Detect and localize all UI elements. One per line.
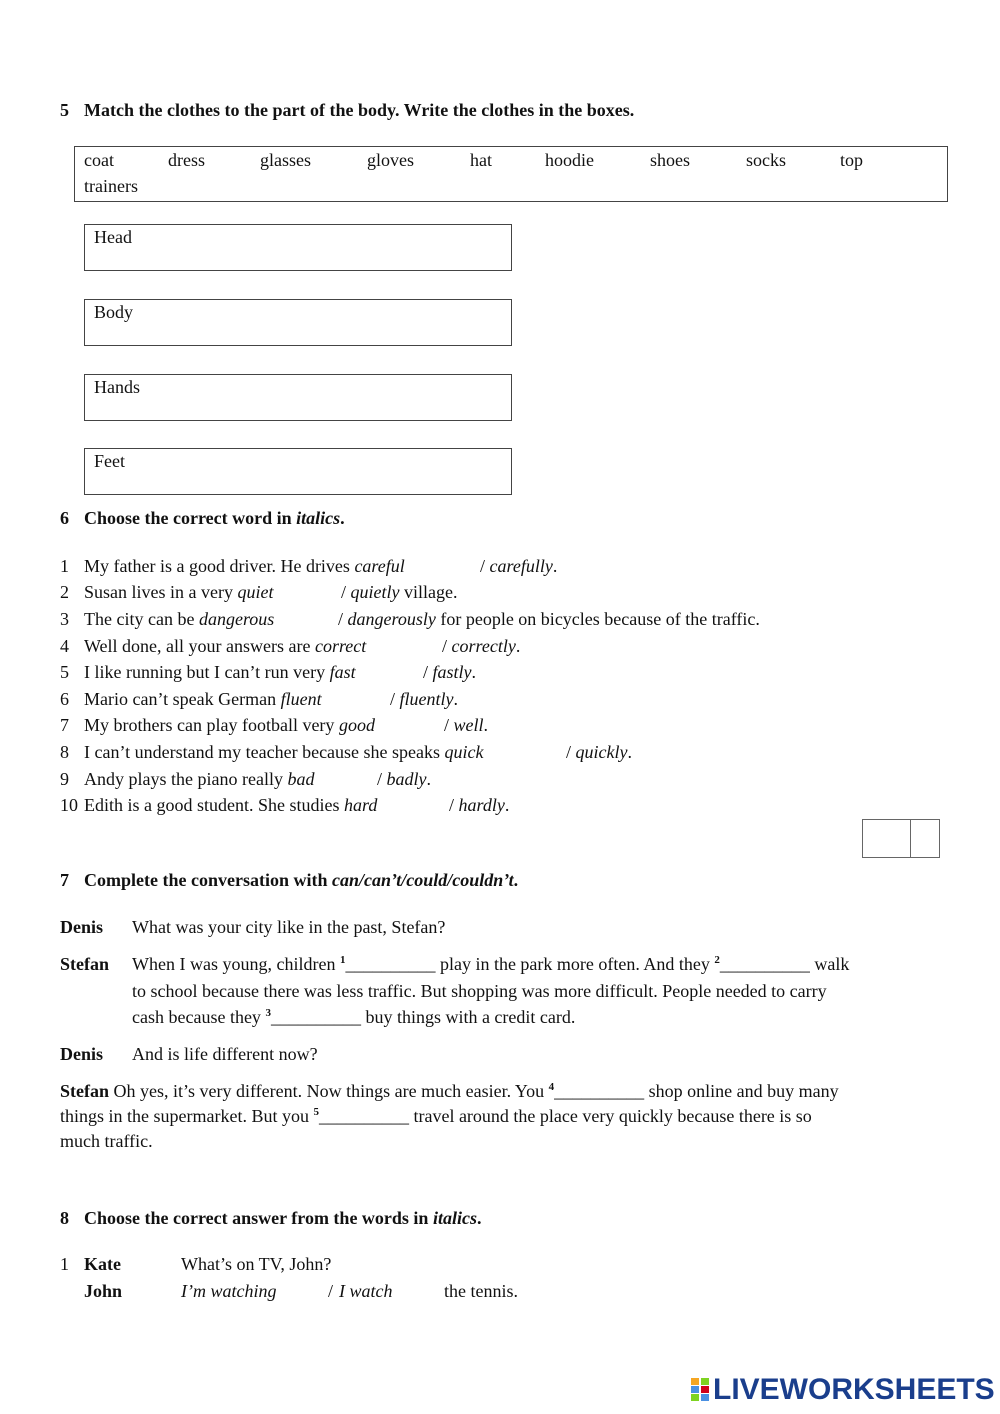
item-stem: I like running but I can’t run very bbox=[84, 662, 330, 682]
word-bank-item: shoes bbox=[650, 150, 690, 170]
logo-square bbox=[701, 1386, 709, 1393]
dialogue-line: much traffic. bbox=[60, 1131, 153, 1151]
option-a[interactable]: good bbox=[338, 715, 375, 735]
section-number: 8 bbox=[60, 1208, 69, 1228]
word-bank-item: dress bbox=[168, 150, 205, 170]
word-bank-item: socks bbox=[746, 150, 786, 170]
item-ending: . bbox=[552, 556, 558, 576]
option-separator: / bbox=[444, 715, 454, 735]
word-bank-item: glasses bbox=[260, 150, 311, 170]
item-text bbox=[84, 689, 322, 710]
option-b-group bbox=[338, 609, 760, 630]
word-bank-item: hat bbox=[470, 150, 492, 170]
gap-blank[interactable]: __________ bbox=[345, 954, 436, 974]
exercise-item bbox=[60, 636, 860, 662]
dialogue-text: shop online and buy many bbox=[644, 1081, 839, 1101]
answer-box-feet[interactable] bbox=[84, 448, 512, 495]
instruction-italic: italics bbox=[432, 1208, 477, 1228]
word-bank-item: top bbox=[840, 150, 864, 170]
item-number: 1 bbox=[60, 1254, 69, 1274]
word-bank-item: hoodie bbox=[545, 150, 594, 170]
option-b-group bbox=[444, 715, 488, 736]
item-ending: . bbox=[426, 769, 432, 789]
item-ending: . bbox=[453, 689, 458, 709]
option-b-group bbox=[423, 662, 476, 683]
item-ending: . bbox=[504, 795, 510, 815]
section-7-heading bbox=[60, 870, 518, 891]
gap-blank[interactable]: __________ bbox=[719, 954, 810, 974]
gap-number: 3 bbox=[265, 1007, 271, 1019]
liveworksheets-logo-icon bbox=[691, 1378, 709, 1402]
item-number: 1 bbox=[60, 556, 69, 576]
item-stem: Edith is a good student. She studies bbox=[84, 795, 344, 815]
option-a[interactable]: fast bbox=[329, 662, 356, 682]
section-number: 7 bbox=[60, 870, 69, 890]
gap-blank[interactable]: __________ bbox=[318, 1106, 409, 1126]
item-ending: . bbox=[515, 636, 521, 656]
option-separator: / bbox=[338, 609, 348, 629]
option-b[interactable]: dangerously bbox=[347, 609, 436, 629]
section-8-heading bbox=[60, 1208, 481, 1229]
dialogue-line: to school because there was less traffic. But shopping was more difficult. People needed to carry bbox=[132, 981, 827, 1001]
item-ending: . bbox=[627, 742, 632, 762]
option-b-group bbox=[390, 689, 458, 710]
gap-number: 5 bbox=[313, 1106, 319, 1118]
exercise-item bbox=[60, 769, 860, 795]
dialogue-text: the tennis. bbox=[444, 1281, 518, 1301]
exercise-item bbox=[60, 715, 860, 741]
dialogue-text: things in the supermarket. But you bbox=[60, 1106, 314, 1126]
option-b-group bbox=[341, 582, 457, 603]
option-a[interactable]: careful bbox=[354, 556, 405, 576]
item-stem: Andy plays the piano really bbox=[84, 769, 288, 789]
option-b[interactable]: I watch bbox=[339, 1281, 393, 1301]
dialogue-text: Oh yes, it’s very different. Now things are much easier. You bbox=[109, 1081, 549, 1101]
option-b[interactable]: correctly bbox=[451, 636, 516, 656]
liveworksheets-logo: LIVEWORKSHEETS bbox=[713, 1373, 995, 1406]
instruction-italic: can/can’t/could/couldn’t bbox=[331, 870, 514, 890]
instruction-end: . bbox=[513, 870, 519, 890]
gap-blank[interactable]: __________ bbox=[554, 1081, 645, 1101]
item-stem: My brothers can play football very bbox=[84, 715, 339, 735]
option-a[interactable]: quiet bbox=[237, 582, 274, 602]
instruction-italic: italics bbox=[296, 508, 341, 528]
speaker-denis: Denis bbox=[60, 917, 104, 937]
dialogue-line: And is life different now? bbox=[132, 1044, 318, 1064]
dialogue-text: When I was young, children bbox=[132, 954, 340, 974]
item-number: 4 bbox=[60, 636, 69, 656]
item-stem: My father is a good driver. He drives bbox=[84, 556, 355, 576]
option-b-group bbox=[480, 556, 557, 577]
option-separator: / bbox=[390, 689, 400, 709]
exercise-item bbox=[60, 795, 860, 821]
item-text bbox=[84, 636, 366, 657]
section-instruction: Choose the correct answer from the words in bbox=[84, 1208, 433, 1228]
item-text bbox=[84, 662, 356, 683]
item-number: 9 bbox=[60, 769, 69, 789]
option-separator: / bbox=[449, 795, 459, 815]
word-bank bbox=[74, 146, 948, 202]
dialogue-line bbox=[132, 1007, 575, 1028]
option-a[interactable]: quick bbox=[444, 742, 484, 762]
dialogue-line: What’s on TV, John? bbox=[181, 1254, 332, 1274]
exercise-item bbox=[60, 582, 860, 608]
option-a[interactable]: correct bbox=[314, 636, 367, 656]
answer-box-label: Hands bbox=[94, 377, 140, 397]
option-separator: / bbox=[341, 582, 351, 602]
speaker-denis: Denis bbox=[60, 1044, 104, 1064]
word-bank-item: coat bbox=[84, 150, 114, 170]
section-5-heading bbox=[60, 100, 634, 121]
option-b[interactable]: hardly bbox=[458, 795, 505, 815]
item-number: 8 bbox=[60, 742, 69, 762]
option-separator: / bbox=[566, 742, 576, 762]
instruction-end: . bbox=[476, 1208, 482, 1228]
section-6-heading bbox=[60, 508, 345, 529]
gap-number: 2 bbox=[714, 954, 720, 966]
item-text bbox=[84, 742, 484, 763]
option-a[interactable]: I’m watching bbox=[181, 1281, 277, 1301]
item-ending: for people on bicycles because of the traffic. bbox=[435, 609, 760, 629]
answer-box-hands[interactable] bbox=[84, 374, 512, 421]
option-b[interactable]: quickly bbox=[575, 742, 628, 762]
answer-box-head[interactable] bbox=[84, 224, 512, 271]
speaker-john: John bbox=[84, 1281, 123, 1301]
exercise-item bbox=[60, 742, 860, 768]
option-b[interactable]: badly bbox=[386, 769, 427, 789]
item-number: 7 bbox=[60, 715, 69, 735]
item-number: 3 bbox=[60, 609, 69, 629]
option-b-group bbox=[442, 636, 520, 657]
answer-box-body[interactable] bbox=[84, 299, 512, 346]
dialogue-text: play in the park more often. And they bbox=[435, 954, 715, 974]
item-text bbox=[84, 609, 274, 630]
gap-number: 4 bbox=[548, 1081, 555, 1093]
option-b[interactable]: quietly bbox=[350, 582, 400, 602]
option-b-group bbox=[566, 742, 632, 763]
option-b-group bbox=[377, 769, 431, 790]
item-text bbox=[84, 769, 314, 790]
option-separator: / bbox=[423, 662, 433, 682]
option-b[interactable]: well bbox=[453, 715, 484, 735]
answer-box-label: Body bbox=[94, 302, 134, 322]
dialogue-line bbox=[60, 1106, 812, 1127]
exercise-item bbox=[60, 662, 860, 688]
logo-square bbox=[691, 1394, 699, 1401]
logo-square bbox=[701, 1394, 709, 1401]
answer-box-label: Head bbox=[94, 227, 132, 247]
dialogue-text: walk bbox=[809, 954, 850, 974]
logo-square bbox=[701, 1378, 709, 1385]
dialogue-text: travel around the place very quickly because there is so bbox=[408, 1106, 812, 1126]
item-number: 2 bbox=[60, 582, 69, 602]
word-bank-item: trainers bbox=[84, 176, 138, 196]
dialogue-line bbox=[132, 954, 849, 975]
item-text bbox=[84, 582, 273, 603]
item-text bbox=[84, 556, 405, 577]
option-b-group bbox=[449, 795, 509, 816]
item-number: 6 bbox=[60, 689, 69, 709]
score-box bbox=[862, 819, 940, 858]
item-ending: . bbox=[471, 662, 477, 682]
item-number: 5 bbox=[60, 662, 69, 682]
exercise-item bbox=[60, 689, 860, 715]
item-text bbox=[84, 715, 375, 736]
section-instruction: Match the clothes to the part of the body. Write the clothes in the boxes. bbox=[84, 100, 635, 120]
item-text bbox=[84, 795, 377, 816]
option-separator: / bbox=[377, 769, 387, 789]
item-stem: Mario can’t speak German bbox=[84, 689, 281, 709]
exercise-item bbox=[60, 556, 860, 582]
dialogue-text: buy things with a credit card. bbox=[360, 1007, 576, 1027]
section-number: 5 bbox=[60, 100, 69, 120]
logo-square bbox=[691, 1386, 699, 1393]
option-separator: / bbox=[480, 556, 490, 576]
gap-blank[interactable]: __________ bbox=[270, 1007, 361, 1027]
option-b[interactable]: fluently bbox=[399, 689, 454, 709]
option-a[interactable]: dangerous bbox=[198, 609, 275, 629]
speaker-stefan: Stefan bbox=[60, 1081, 109, 1101]
option-b[interactable]: fastly bbox=[432, 662, 472, 682]
dialogue-line: What was your city like in the past, Stefan? bbox=[132, 917, 446, 937]
option-b[interactable]: carefully bbox=[489, 556, 553, 576]
item-ending: . bbox=[483, 715, 489, 735]
item-number: 10 bbox=[60, 795, 78, 815]
item-stem: The city can be bbox=[84, 609, 199, 629]
answer-box-label: Feet bbox=[94, 451, 125, 471]
item-stem: Well done, all your answers are bbox=[84, 636, 315, 656]
dialogue-text: cash because they bbox=[132, 1007, 266, 1027]
logo-square bbox=[691, 1378, 699, 1385]
option-a[interactable]: hard bbox=[344, 795, 378, 815]
score-box-divider bbox=[910, 820, 911, 857]
item-ending: village. bbox=[399, 582, 458, 602]
word-bank-item: gloves bbox=[367, 150, 414, 170]
section-number: 6 bbox=[60, 508, 69, 528]
instruction-end: . bbox=[340, 508, 345, 528]
gap-number: 1 bbox=[339, 954, 346, 966]
option-a[interactable]: bad bbox=[287, 769, 315, 789]
section-instruction: Choose the correct word in bbox=[84, 508, 297, 528]
option-separator: / bbox=[442, 636, 452, 656]
dialogue-line bbox=[60, 1081, 839, 1102]
speaker-kate: Kate bbox=[84, 1254, 121, 1274]
section-instruction: Complete the conversation with bbox=[84, 870, 332, 890]
option-separator: / bbox=[328, 1281, 334, 1301]
speaker-stefan: Stefan bbox=[60, 954, 109, 974]
option-a[interactable]: fluent bbox=[280, 689, 322, 709]
exercise-item bbox=[60, 609, 860, 635]
item-stem: Susan lives in a very bbox=[84, 582, 238, 602]
item-stem: I can’t understand my teacher because she speaks bbox=[84, 742, 445, 762]
